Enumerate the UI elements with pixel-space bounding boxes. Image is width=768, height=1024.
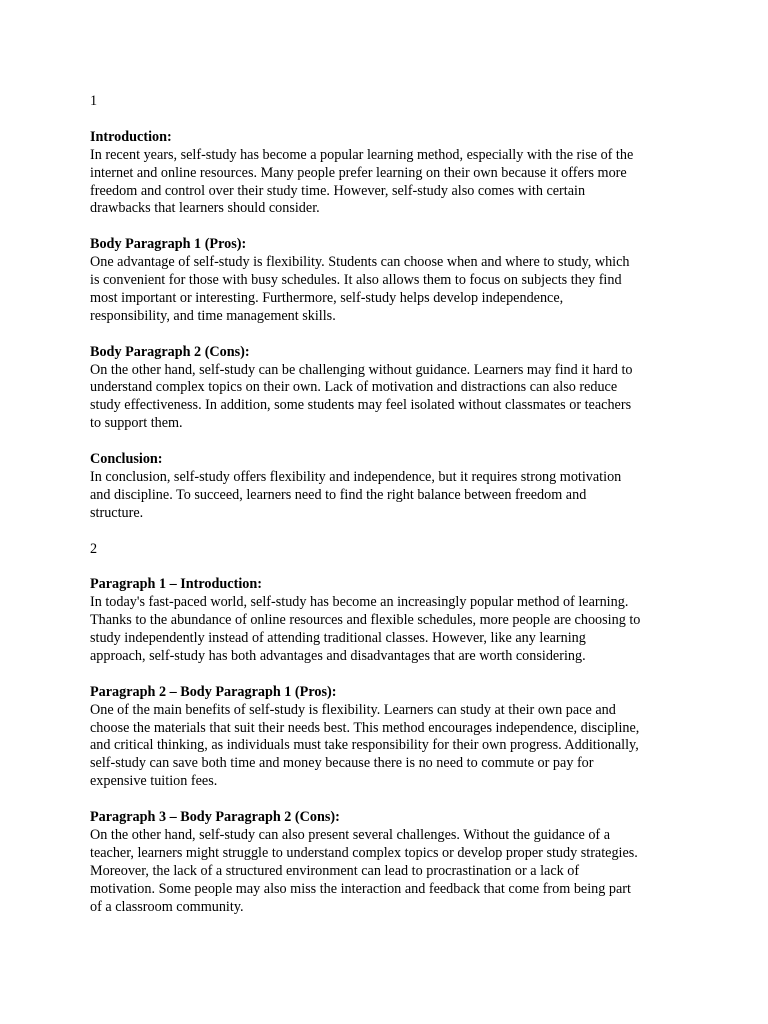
paragraph-line: responsibility, and time management skills.: [90, 307, 336, 324]
paragraph-block: [90, 809, 690, 916]
paragraph-line: Moreover, the lack of a structured environment can lead to procrastination or a lack of: [90, 862, 580, 879]
paragraph-heading: Conclusion:: [90, 451, 163, 468]
paragraph-line: of a classroom community.: [90, 898, 244, 915]
paragraph-line: internet and online resources. Many people prefer learning on their own because it offers more: [90, 164, 627, 181]
essay-section-2: [90, 541, 690, 917]
paragraph-line: On the other hand, self-study can also present several challenges. Without the guidance of a: [90, 827, 610, 843]
paragraph-block: [90, 236, 690, 326]
section-number: 1: [90, 93, 98, 109]
paragraph-line: One of the main benefits of self-study is flexibility. Learners can study at their own pace and: [90, 701, 616, 718]
paragraph-line: expensive tuition fees.: [90, 773, 218, 790]
paragraph-line: study independently instead of attending traditional classes. However, like any learning: [90, 630, 586, 647]
paragraph-line: In recent years, self-study has become a popular learning method, especially with the rise of the: [90, 146, 634, 163]
spacer: [90, 326, 690, 344]
paragraph-heading: Introduction:: [90, 128, 172, 145]
paragraph-line: is convenient for those with busy schedules. It also allows them to focus on subjects they find: [90, 272, 622, 289]
paragraph-heading: Body Paragraph 2 (Cons):: [90, 343, 250, 360]
paragraph-line: self-study can save both time and money because there is no need to commute or pay for: [90, 755, 594, 772]
spacer: [90, 666, 690, 684]
spacer: [90, 523, 690, 541]
paragraph-line: Thanks to the abundance of online resources and flexible schedules, more people are choosing to: [90, 612, 641, 629]
paragraph-line: choose the materials that suit their needs best. This method encourages independence, discipline,: [90, 719, 640, 736]
essay-section-1: [90, 93, 690, 523]
paragraph-line: freedom and control over their study time. However, self-study also comes with certain: [90, 182, 586, 199]
spacer: [90, 558, 690, 576]
document-body: [90, 93, 690, 917]
paragraph-line: teacher, learners might struggle to understand complex topics or develop proper study strategies.: [90, 844, 638, 861]
paragraph-line: structure.: [90, 504, 144, 521]
spacer: [90, 218, 690, 236]
paragraph-line: One advantage of self-study is flexibility. Students can choose when and where to study, which: [90, 254, 630, 271]
paragraph-block: [90, 684, 690, 791]
paragraph-block: [90, 129, 690, 219]
paragraph-line: and discipline. To succeed, learners need to find the right balance between freedom and: [90, 486, 587, 503]
paragraph-line: In conclusion, self-study offers flexibility and independence, but it requires strong motivation: [90, 468, 622, 485]
paragraph-heading: Paragraph 2 – Body Paragraph 1 (Pros):: [90, 683, 337, 700]
paragraph-line: drawbacks that learners should consider.: [90, 200, 320, 217]
paragraph-line: approach, self-study has both advantages and disadvantages that are worth considering.: [90, 647, 586, 664]
paragraph-block: [90, 451, 690, 523]
paragraph-block: [90, 344, 690, 434]
paragraph-line: and critical thinking, as individuals must take responsibility for their own progress. Additionally,: [90, 737, 639, 754]
paragraph-heading: Paragraph 1 – Introduction:: [90, 576, 262, 593]
spacer: [90, 111, 690, 129]
paragraph-line: most important or interesting. Furthermore, self-study helps develop independence,: [90, 289, 564, 306]
paragraph-line: In today's fast-paced world, self-study has become an increasingly popular method of learning.: [90, 594, 629, 611]
section-number: 2: [90, 540, 98, 557]
paragraph-heading: Body Paragraph 1 (Pros):: [90, 236, 247, 253]
paragraph-heading: Paragraph 3 – Body Paragraph 2 (Cons):: [90, 809, 340, 826]
spacer: [90, 791, 690, 809]
paragraph-block: [90, 576, 690, 666]
paragraph-line: study effectiveness. In addition, some students may feel isolated without classmates or teachers: [90, 397, 632, 414]
spacer: [90, 433, 690, 451]
document-page: [90, 93, 690, 917]
paragraph-line: understand complex topics on their own. Lack of motivation and distractions can also reduce: [90, 379, 618, 396]
paragraph-line: to support them.: [90, 415, 183, 432]
paragraph-line: On the other hand, self-study can be challenging without guidance. Learners may find it hard to: [90, 361, 633, 378]
paragraph-line: motivation. Some people may also miss the interaction and feedback that come from being part: [90, 880, 631, 897]
